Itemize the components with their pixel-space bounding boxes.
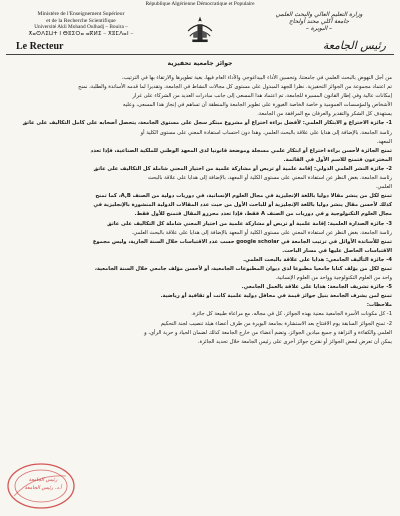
body-line: 3- جائزة الصدارة العلمية: إقامة علمية أو تربص أو مشاركة علمية من اختيار المعني شاملة كل التكاليف على عاتق (107, 220, 392, 227)
stamp-line-1: رئيس الجامعة (28, 477, 58, 483)
body-line: تمنح لكل من ينشر مقالا دوليا باللغة الإنجليزية في مجال العلوم الإنسانية، في دوريات دولية من الصنف A,B، كما تمنح (95, 193, 392, 200)
header-ar-block (244, 11, 394, 33)
body-line: من أجل النهوض بالبحث العلمي في جامعتنا، وتحسين الأداء البيداغوجي والأداء العام فيها، بغية تطويرها والارتقاء بها في الترتيب، (122, 75, 392, 81)
university-ar: جامعة أكلي محند أولحاج (288, 18, 350, 26)
header-fr-block (6, 2, 156, 37)
body-line: يمكن أن تعرض لبعض الجوائز أو نقترح جوائز أخرى على رئيس الجامعة خلال تحديد الجائزة. (197, 338, 392, 345)
body-line: رئاسة الجامعة، بالإضافة إلى هدايا على علاقة بالبحث العلمي. وهذا دون احتساب استفادة المعني على مستوى الكلية أو (140, 129, 392, 136)
body-line: الأشخاص والمؤسسات العمومية و خاصة الخاصة الغيورة على تطوير الجامعة والمنطقة أن تساهم في إنجاز هذا المسعى، وعليه (122, 102, 392, 109)
body-line: 4- جائزة التأليف الجامعي: هدايا على علاقة بالبحث العلمي. (243, 256, 392, 263)
ministry-ar: وزارة التعليم العالي والبحث العلمي (275, 11, 363, 18)
ministry-fr-line2: et de la Recherche Scientifique (46, 17, 116, 24)
document-body (8, 74, 392, 347)
body-line: المخترعون فتمنح للاسم الأول في القائمة. (283, 156, 392, 163)
body-line: تم اعتماد مجموعة من الجوائز التحفيزية. نظرا للجهد المبذول على مستوى كل مجالات النشاط في الجامعة، وتقديرا لما قدمه الأساتذة والطلبة، نمنح (78, 84, 392, 91)
document-title: جوائز جامعية تحفيزية (167, 60, 233, 67)
body-line: تمنح للأساتذة الأوائل في ترتيب الجامعة في google scholar حسب عدد الاقتباسات خلال السنة الجارية، وليس مجموع (92, 238, 392, 245)
body-line: 1- كل مكونات الأسرة الجامعية معنية بهذه الجوائز، كل في مجاله، مع مراعاة طبيعة كل جائزة. (191, 311, 392, 318)
office-ar: رئيس الجامعة (322, 39, 386, 52)
city-ar: – البويرة – (305, 25, 333, 33)
body-line: واحد من العلوم التكنولوجية وواحد من العلوم الإنسانية. (275, 275, 392, 282)
university-fr: Université Akli Mohand Oulhadj – Bouira – (34, 24, 128, 31)
stamp-text (6, 476, 80, 492)
body-line: 1- جائزة الاختراع و الابتكار العلمي: لأفضل براءة اختراع أو مشروع مبتكر سجل على مستوى الجامعة، يتحصل أصحابه على كامل التكاليف على عاتق (22, 120, 392, 127)
office-fr: Le Recteur (16, 41, 64, 52)
body-line: 5- جائزة تشريف الجامعة: هدايا على علاقة بالعمل الجامعي. (241, 284, 392, 291)
body-line: تمنح لمن يشرف الجامعة بنيل جوائز قيمة في محافل دولية علمية كانت أو ثقافية أو رياضية. (160, 293, 392, 300)
university-amazigh: ⵅⴰⵙⴷⵉⵡⵜ ⵏ ⴱⵓⵉⵔⴰ ⴰⴽⵍⵉ – ⵅⵓⵎⴷⴰⵏ – (28, 30, 134, 37)
stamp-line-2: أ.د. رئيس الجامعة (24, 485, 62, 491)
body-line: رئاسة الجامعة، بغض النظر عن استفادة المعني على مستوى الكلية أو المعهد بالإضافة إلى هدايا على علاقة بالبحث العلمي. (131, 229, 392, 236)
republic-fr: République Algérienne Démocratique et Populaire (145, 1, 255, 7)
ministry-fr-line1: Ministère de l'Enseignement Supérieur (37, 11, 125, 17)
body-line: تمنح الجائزة لأحسن براءة اختراع أو ابتكار علمي مسجلة وموضعة قانونيا لدى المعهد الوطني للملكية الصناعية، فإذا تعدد (90, 147, 392, 154)
university-logo-icon (183, 14, 217, 48)
body-line: الاقتباسات الحاصل عليها في مسار الباحث. (282, 247, 392, 254)
body-line: ملاحظات: (366, 302, 392, 309)
body-line: رئاسة الجامعة، بغض النظر عن استفادة المعني على مستوى الكلية أو المعهد، بالإضافة إلى هدايا على علاقة بالبحث (147, 175, 392, 182)
body-line: العلمي. (375, 184, 392, 191)
body-line: إمكانات عالية وفي إطار القانون المسيرة للجامعة، تم اعتماد هذا المسعى إلى جانب مبادرات العديد من الشركاء على غرار (132, 93, 392, 100)
body-line: 2- تمنح الجوائز السابقة يوم الافتتاح بعد الاستشارة بجامعة البويرة من طرف أعضاء هيئة تنصيب لجنة التحكيم (160, 320, 392, 327)
header-divider (6, 54, 394, 55)
body-line: يستهدف كل الشكر والتقدير والعرفان مع المرافقة من الجامعة. (257, 111, 392, 118)
body-line: مجال العلوم التكنولوجية و في دوريات من الصنف A فقط، فإذا تعدد محررو المقال فتمنح للأول فقط. (134, 211, 392, 218)
body-line: 2- جائزة النشر العلمي الدولي: إقامة علمية أو تربص أو مشاركة علمية من اختيار المعني شاملة كل التكاليف على عاتق (93, 165, 392, 172)
body-line: تمنح لكل من يؤلف كتابا جامعيا مطبوعا لدى ديوان المطبوعات الجامعية، أو لأحسن مؤلف جامعي خلال السنة الجامعية، (94, 265, 392, 272)
body-line: العلمي والكفاءة و النزاهة و جميع ميادين الجوائز، وتضم أعضاء من خارج الجامعة كذلك لضمان الحياد و حرية الرأي، و (144, 329, 392, 336)
body-line: كذلك لأحسن مقال ينشر دوليا باللغة الإنجليزية أو للباحث الأول من حيث عدد المقالات الدولية المنشورة بالإنجليزية في (93, 202, 392, 209)
body-line: المعهد. (376, 138, 392, 145)
